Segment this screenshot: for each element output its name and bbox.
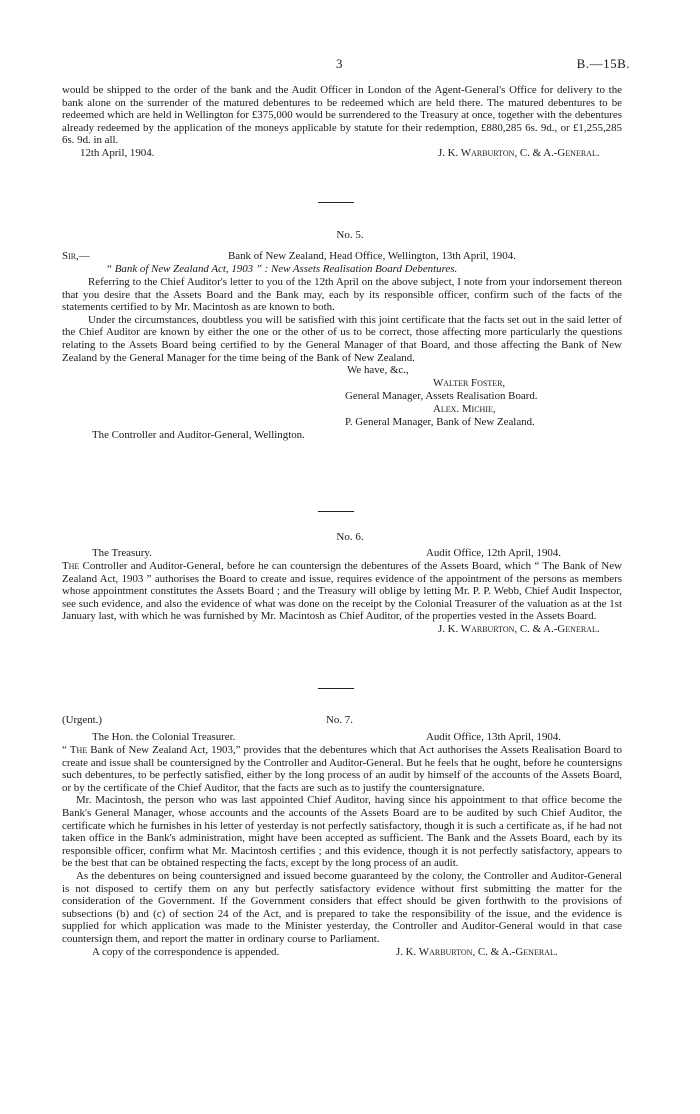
- letter-6-heading: [62, 547, 622, 560]
- continuation-date: 12th April, 1904.: [80, 146, 155, 159]
- letter-5-signer-1-title: General Manager, Assets Realisation Board.: [345, 390, 538, 403]
- document-reference: B.—15B.: [576, 56, 630, 71]
- section-divider: [318, 202, 354, 203]
- letter-7-to: The Hon. the Colonial Treasurer.: [92, 731, 236, 743]
- letter-6-body: Controller and Auditor-General, before he can countersign the debentures of the Assets Board, which “ The Bank of New Zealand Act, 1903 ” authorises the Board to create and issue, requires evidence of the appointment of the persons as members whose appointment constitutes the Assets Board ; and the Treasury will oblige by letting Mr. P. P. Webb, Chief Audit Inspector, see such evidence, and also the evidence of what was done on the receipt by the Colonial Treasurer of the valuation as at the 1st January last, with which he was furnished by Mr. Macintosh as Chief Auditor, of the properties vested in the Assets Board.: [62, 560, 622, 623]
- continuation-signature: J. K. Warburton, C. & A.-General.: [438, 146, 600, 159]
- page-header: [0, 58, 700, 72]
- letter-5-signer-1-name: Walter Foster,: [433, 377, 506, 390]
- letter-7-footer: [62, 946, 622, 959]
- continuation-footer: [62, 147, 622, 160]
- letter-7-paragraph-1: [62, 744, 622, 794]
- letter-7-paragraph-2: Mr. Macintosh, the person who was last appointed Chief Auditor, having since his appointment to that office become the Bank's General Manager, whose accounts and the accounts of the Assets Board are to be audited by such Chief Auditor, the certificate which he furnishes in his letter of yesterday is not perfectly satisfactory, though it is such a certificate as, if he had not taken office in the Bank's administration, might have been accepted as sufficient. The Bank and the Assets Board, each by its responsible officer, confirm what Mr. Macintosh certifies ; and this evidence, though it is not perfectly satisfactory, appears to be the best that can be obtained respecting the facts, except by the long process of an audit.: [62, 794, 622, 870]
- letter-7-number: No. 7.: [326, 714, 353, 726]
- letter-5-heading: [62, 250, 622, 263]
- letter-5-signature-block: [347, 364, 622, 429]
- letter-6-paragraph: [62, 560, 622, 623]
- letter-6-lead: The: [62, 560, 80, 572]
- page-number: 3: [336, 56, 343, 71]
- letter-5-addressee-row: [62, 429, 622, 442]
- continuation-section: [62, 84, 622, 160]
- letter-7-lead-quote: “: [62, 744, 70, 756]
- letter-6-signature-row: [62, 623, 622, 636]
- letter-5-number: No. 5.: [336, 229, 364, 241]
- letter-7-urgency: (Urgent.): [62, 714, 103, 726]
- letter-5-address: Bank of New Zealand, Head Office, Wellington, 13th April, 1904.: [228, 250, 516, 262]
- letter-7-paragraph-3: As the debentures on being countersigned and issued become guaranteed by the colony, the Controller and Auditor-General is not disposed to certify them on any but perfectly satisfactory evidence without first submitting the matter for the consideration of the Government. If the Government considers that effect should be given forthwith to the provisions of subsections (b) and (c) of section 24 of the Act, and is prepared to take the responsibility of the issue, and the evidence is supplied for which application was made to the Minister yesterday, the Controller and Auditor-General would in that case countersign them, and report the matter in ordinary course to Parliament.: [62, 869, 622, 945]
- letter-5-subject-row: [62, 263, 622, 276]
- letter-6: [62, 547, 622, 636]
- letter-7-enclosure: A copy of the correspondence is appended.: [92, 945, 280, 958]
- letter-6-number: No. 6.: [336, 531, 364, 543]
- letter-6-to: The Treasury.: [92, 547, 152, 559]
- letter-5-addressee: The Controller and Auditor-General, Wellington.: [92, 429, 305, 442]
- section-divider: [318, 688, 354, 689]
- letter-7-from: Audit Office, 13th April, 1904.: [426, 731, 562, 743]
- letter-7-para-1-body: Bank of New Zealand Act, 1903,” provides that the debentures which that Act authorises the Assets Realisation Board to create and issue shall be countersigned by the Controller and Auditor-General. But he feels that he ought, before he countersigns such debentures, to be perfectly satisfied, either by the long process of an audit by himself of the accounts of the Assets Board, or by the certificate of the Chief Auditor, that the facts are such as to justify the countersignature.: [62, 744, 623, 794]
- letter-7-signature: J. K. Warburton, C. & A.-General.: [396, 945, 558, 958]
- letter-7: [62, 714, 622, 959]
- letter-7-urgency-row: [62, 714, 622, 727]
- section-divider: [318, 511, 354, 512]
- letter-7-lead: The: [69, 744, 88, 756]
- letter-5-closing: We have, &c.,: [347, 364, 409, 377]
- letter-5-signer-2-name: Alex. Michie,: [433, 403, 496, 416]
- letter-6-signature: J. K. Warburton, C. & A.-General.: [438, 622, 600, 635]
- letter-6-from: Audit Office, 12th April, 1904.: [426, 547, 562, 559]
- letter-5: [62, 250, 622, 442]
- letter-5-salutation: Sir,—: [62, 250, 90, 262]
- letter-5-subject: “ Bank of New Zealand Act, 1903 ” : New Assets Realisation Board Debentures.: [106, 263, 458, 275]
- letter-5-signer-2-title: P. General Manager, Bank of New Zealand.: [345, 416, 535, 429]
- letter-5-paragraph-1: Referring to the Chief Auditor's letter to you of the 12th April on the above subject, I note from your indorsement thereon that you desire that the Assets Board and the Bank may, each by its responsible officer, confirm such of the facts of the statements certified to by Mr. Macintosh as are known to both.: [62, 276, 622, 314]
- continuation-paragraph: would be shipped to the order of the bank and the Audit Officer in London of the Agent-General's Office for delivery to the bank alone on the surrender of the matured debentures to be redeemed which are held there. The matured debentures to be redeemed which are held in Wellington for £375,000 would be surrendered to the Treasury at once, together with the debentures already redeemed by the application of the moneys applicable by statute for their redemption, £880,285 6s. 9d., or £1,255,285 6s. 9d. in all.: [62, 84, 622, 147]
- letter-7-heading: [62, 731, 622, 744]
- letter-5-paragraph-2: Under the circumstances, doubtless you will be satisfied with this joint certificate that the facts set out in the said letter of the Chief Auditor are known by either the one or the other of us to be correct, those affecting more particularly the questions relating to the Assets Board being certified to by the General Manager of that Board, and those affecting the Bank of New Zealand by the General Manager for the time being of the Bank of New Zealand.: [62, 313, 622, 364]
